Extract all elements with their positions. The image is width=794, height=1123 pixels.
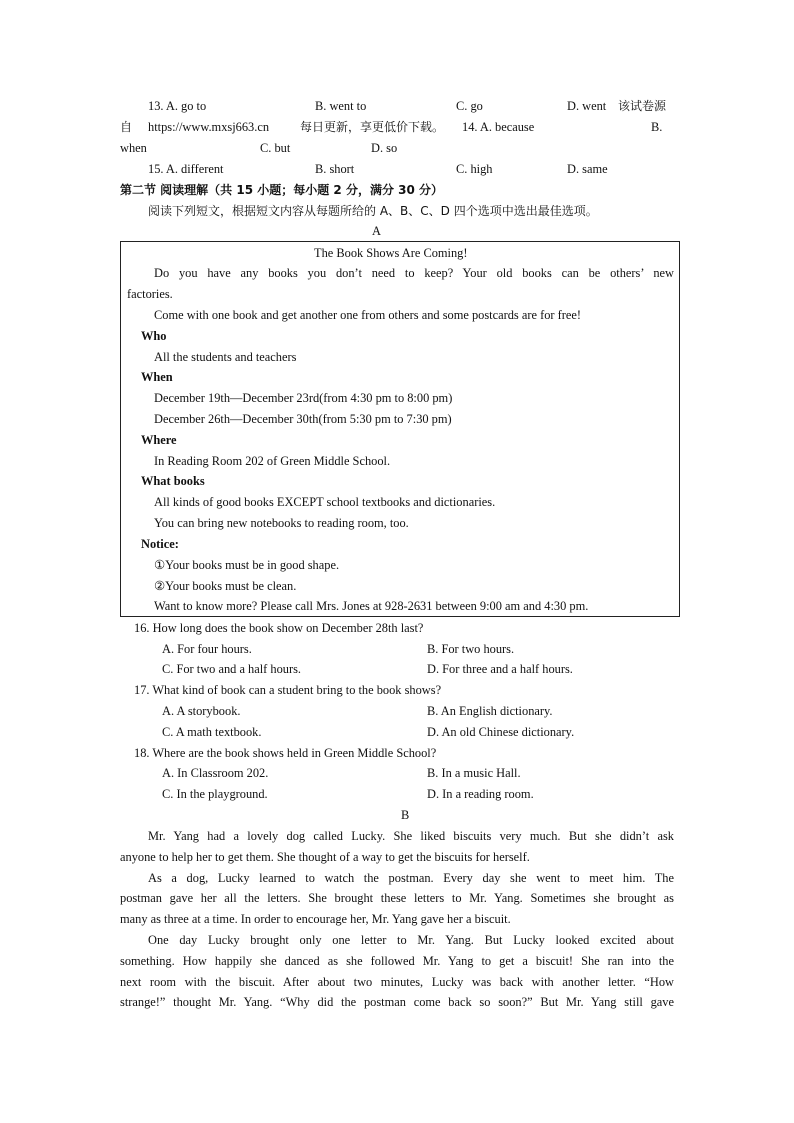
poster-who-heading: Who: [141, 329, 167, 343]
section2-instruction: 阅读下列短文，根据短文内容从每题所给的 A、B、C、D 四个选项中选出最佳选项。: [148, 204, 598, 218]
passage-a-label: A: [372, 224, 381, 238]
poster-where-text: In Reading Room 202 of Green Middle School.: [154, 454, 391, 468]
q14-option-c: C. but: [260, 141, 291, 155]
q18-option-b: B. In a music Hall.: [427, 766, 521, 780]
q17-option-d: D. An old Chinese dictionary.: [427, 725, 575, 739]
poster-intro-line3: Come with one book and get another one from others and some postcards are for free!: [154, 308, 581, 322]
q16-stem: 16. How long does the book show on December 28th last?: [134, 621, 424, 635]
passage-b-p1-line2: anyone to help her to get them. She thought of a way to get the biscuits for herself.: [120, 850, 530, 864]
poster-intro-line2: factories.: [127, 287, 173, 301]
poster-intro-line1: Do you have any books you don’t need to keep? Your old books can be others’ new: [154, 266, 674, 280]
passage-b-p3-line3: next room with the biscuit. After about two minutes, Lucky was back with another letter. “How: [120, 975, 674, 989]
passage-b-label: B: [401, 808, 410, 822]
poster-what-line1: All kinds of good books EXCEPT school textbooks and dictionaries.: [154, 495, 496, 509]
poster-notice-heading: Notice:: [141, 537, 179, 551]
q18-option-a: A. In Classroom 202.: [162, 766, 269, 780]
q17-option-a: A. A storybook.: [162, 704, 241, 718]
ad-text: 每日更新，享更低价下载。: [300, 120, 445, 134]
ad-text-line2-start: 自: [120, 120, 133, 134]
q14-option-d: D. so: [371, 141, 398, 155]
q17-stem: 17. What kind of book can a student bring to the book shows?: [134, 683, 442, 697]
poster-when-line1: December 19th—December 23rd(from 4:30 pm to 8:00 pm): [154, 391, 453, 405]
q15-option-b: B. short: [315, 162, 355, 176]
poster-when-heading: When: [141, 370, 173, 384]
poster-title: The Book Shows Are Coming!: [314, 246, 468, 260]
poster-what-line2: You can bring new notebooks to reading room, too.: [154, 516, 409, 530]
passage-b-p3-line1: One day Lucky brought only one letter to Mr. Yang. But Lucky looked excited about: [148, 933, 674, 947]
q18-option-c: C. In the playground.: [162, 787, 268, 801]
passage-b-p1-line1: Mr. Yang had a lovely dog called Lucky. She liked biscuits very much. But she didn’t ask: [148, 829, 674, 843]
q18-option-d: D. In a reading room.: [427, 787, 534, 801]
q14-option-b-word: when: [120, 141, 147, 155]
poster-when-line2: December 26th—December 30th(from 5:30 pm to 7:30 pm): [154, 412, 452, 426]
q16-option-d: D. For three and a half hours.: [427, 662, 573, 676]
q17-option-b: B. An English dictionary.: [427, 704, 553, 718]
q13-option-c: C. go: [456, 99, 483, 113]
q13-option-a: 13. A. go to: [148, 99, 207, 113]
poster-where-heading: Where: [141, 433, 177, 447]
q17-option-c: C. A math textbook.: [162, 725, 262, 739]
poster-notice-line2: ②Your books must be clean.: [154, 579, 297, 593]
passage-b-p2-line3: many as three at a time. In order to encourage her, Mr. Yang gave her a biscuit.: [120, 912, 511, 926]
q16-option-c: C. For two and a half hours.: [162, 662, 302, 676]
poster-what-heading: What books: [141, 474, 205, 488]
q18-stem: 18. Where are the book shows held in Green Middle School?: [134, 746, 437, 760]
q15-option-d: D. same: [567, 162, 608, 176]
passage-b-p3-line2: something. How happily she danced as she followed Mr. Yang to get a biscuit! She ran into the: [120, 954, 674, 968]
section2-title: 第二节 阅读理解（共 15 小题；每小题 2 分，满分 30 分）: [120, 183, 443, 197]
passage-b-p3-line4: strange!” thought Mr. Yang. “Why did the postman come back so soon?” But Mr. Yang still gave: [120, 995, 674, 1009]
q16-option-a: A. For four hours.: [162, 642, 252, 656]
poster-contact: Want to know more? Please call Mrs. Jones at 928-2631 between 9:00 am and 4:30 pm.: [154, 599, 589, 613]
q15-option-a: 15. A. different: [148, 162, 224, 176]
passage-b-p2-line1: As a dog, Lucky learned to watch the postman. Every day she went to meet him. The: [148, 871, 674, 885]
q14-option-a: 14. A. because: [462, 120, 535, 134]
poster-who-text: All the students and teachers: [154, 350, 297, 364]
passage-b-p2-line2: postman gave her all the letters. She brought these letters to Mr. Yang. Sometimes she brought as: [120, 891, 674, 905]
q13-option-d: D. went: [567, 99, 607, 113]
q15-option-c: C. high: [456, 162, 493, 176]
poster-notice-line1: ①Your books must be in good shape.: [154, 558, 340, 572]
ad-text-line1: 该试卷源: [618, 99, 667, 113]
q14-option-b: B.: [651, 120, 663, 134]
q16-option-b: B. For two hours.: [427, 642, 515, 656]
q13-option-b: B. went to: [315, 99, 367, 113]
ad-url: https://www.mxsj663.cn: [148, 120, 270, 134]
